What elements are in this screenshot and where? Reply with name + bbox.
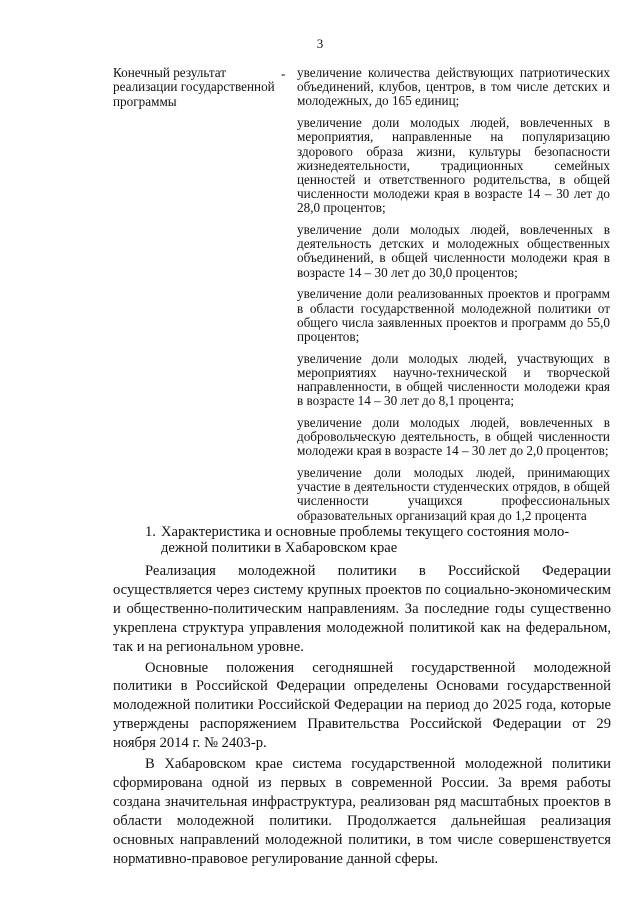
- list-item: увеличение доли молодых людей, вовлеченных в добровольческую деятельность, в общей численности молодежи края в возрасте 14 – 30 лет до 2,0 процентов;: [297, 414, 610, 459]
- table-row-label: Конечный результат реализации государственной программы: [113, 65, 275, 109]
- page-number: 3: [316, 36, 324, 51]
- list-item: увеличение количества действующих патриотических объединений, клубов, центров, в том числе детских и молодежных, до 165 единиц;: [297, 65, 610, 109]
- list-item: увеличение доли молодых людей, вовлеченных в деятельность детских и молодежных общественных объединений, в общей численности молодежи края в возрасте 14 – 30 лет до 30,0 процентов;: [297, 222, 610, 280]
- list-item: увеличение доли молодых людей, вовлеченных в мероприятия, направленные на популяризацию здорового образа жизни, культуры безопасности жизнедеятельности, традиционных семейных ценностей и ответственного родительства, в общей численности молодежи края в возрасте 14 – 30 лет до 28,0 процентов;: [297, 115, 610, 216]
- expected-results-list: [297, 66, 610, 530]
- paragraph: Реализация молодежной политики в Российской Федерации осуществляется через систему крупных проектов по социально-экономическим и общественно-политическим направлениям. За последние годы существенно укреплена структура управления молодежной политикой как на федеральном, так и на региональном уровне.: [113, 563, 611, 655]
- list-item: увеличение доли молодых людей, участвующих в мероприятиях научно-технической и творческой направленности, в общей численности молодежи края в возрасте 14 – 30 лет до 8,1 процента;: [297, 350, 610, 409]
- section-title-line2: дежной политики в Хабаровском крае: [161, 540, 398, 556]
- section-heading: [145, 524, 611, 556]
- paragraph: В Хабаровском крае система государственной молодежной политики сформирована одной из первых в современной России. За время работы создана значительная инфраструктура, реализован ряд масштабных проектов в области молодежной политики. Продолжается дальнейшая реализация основных направлений молодежной политики, в том числе совершенствуется нормативно-правовое регулирование данной сферы.: [113, 756, 611, 867]
- table-dash: -: [281, 66, 286, 81]
- list-item: увеличение доли реализованных проектов и программ в области государственной молодежной политики от общего числа заявленных проектов и программ до 55,0 процентов;: [297, 286, 610, 344]
- list-item: увеличение доли молодых людей, принимающих участие в деятельности студенческих отрядов, в общей численности учащихся профессиональных образовательных организаций края до 1,2 процента: [297, 465, 610, 523]
- section-body: [113, 562, 611, 871]
- section-number: 1.: [145, 524, 156, 540]
- section-title-line1: Характеристика и основные проблемы текущего состояния моло-: [161, 524, 570, 540]
- paragraph: Основные положения сегодняшней государственной молодежной политики в Российской Федерации определены Основами государственной молодежной политики Российской Федерации на период до 2025 года, которые утверждены распоряжением Правительства Российской Федерации от 29 ноября 2014 г. № 2403-р.: [113, 659, 611, 752]
